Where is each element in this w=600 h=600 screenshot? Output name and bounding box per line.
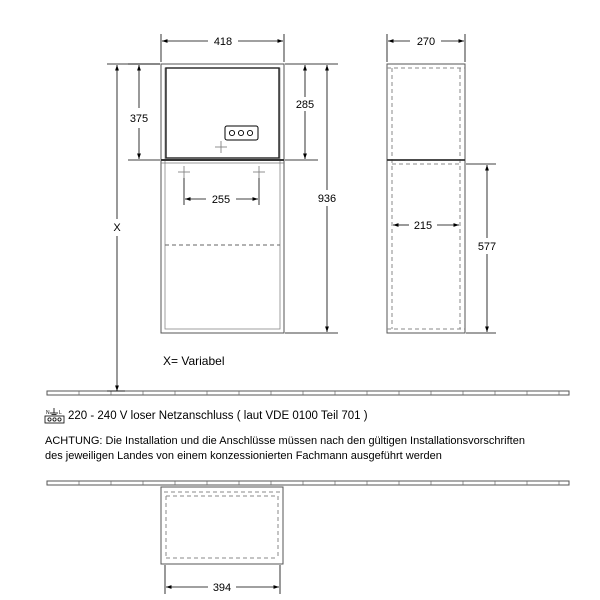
- side-cabinet-outline: [387, 64, 465, 333]
- warning-line-1: ACHTUNG: Die Installation und die Anschlüsse müssen nach den gültigen Installationsvorschriften: [45, 435, 525, 447]
- dim-mount-spacing-label: 255: [211, 194, 231, 206]
- crosshair-icon: [215, 141, 227, 153]
- wall-line-top-segments: [79, 391, 559, 395]
- dim-bottom-width-label: 394: [212, 582, 232, 594]
- svg-text:L: L: [59, 410, 62, 416]
- triple-socket-icon: [225, 126, 258, 140]
- top-view: [161, 487, 283, 594]
- top-cabinet-outline: [161, 487, 283, 564]
- svg-text:N: N: [46, 410, 50, 416]
- dim-open-shelf-height-label: 285: [295, 99, 315, 111]
- dim-side-lower-height-label: 577: [477, 241, 497, 253]
- dim-side-inner-width-label: 215: [413, 220, 433, 232]
- wall-line-bottom: [47, 481, 569, 485]
- warning-line-2: des jeweiligen Landes von einem konzessionierten Fachmann ausgeführt werden: [45, 450, 442, 462]
- crosshair-icon: [178, 166, 190, 178]
- dim-open-shelf-height: [285, 64, 318, 160]
- dim-upper-height: [128, 64, 160, 160]
- front-view: [107, 34, 338, 391]
- dim-upper-height-label: 375: [129, 113, 149, 125]
- variable-legend: X= Variabel: [163, 354, 225, 368]
- wall-line-top: [47, 391, 569, 395]
- power-note: 220 - 240 V loser Netzanschluss ( laut VDE 0100 Teil 701 ): [68, 410, 368, 422]
- dim-total-height-label: 936: [317, 193, 337, 205]
- dim-side-depth-label: 270: [416, 36, 436, 48]
- side-view: [387, 34, 496, 333]
- wall-line-bottom-segments: [79, 481, 559, 485]
- crosshair-icon: [253, 166, 265, 178]
- dim-variable-height-label: X: [113, 222, 121, 234]
- ground-socket-icon: [45, 408, 64, 423]
- dim-front-width-label: 418: [213, 36, 233, 48]
